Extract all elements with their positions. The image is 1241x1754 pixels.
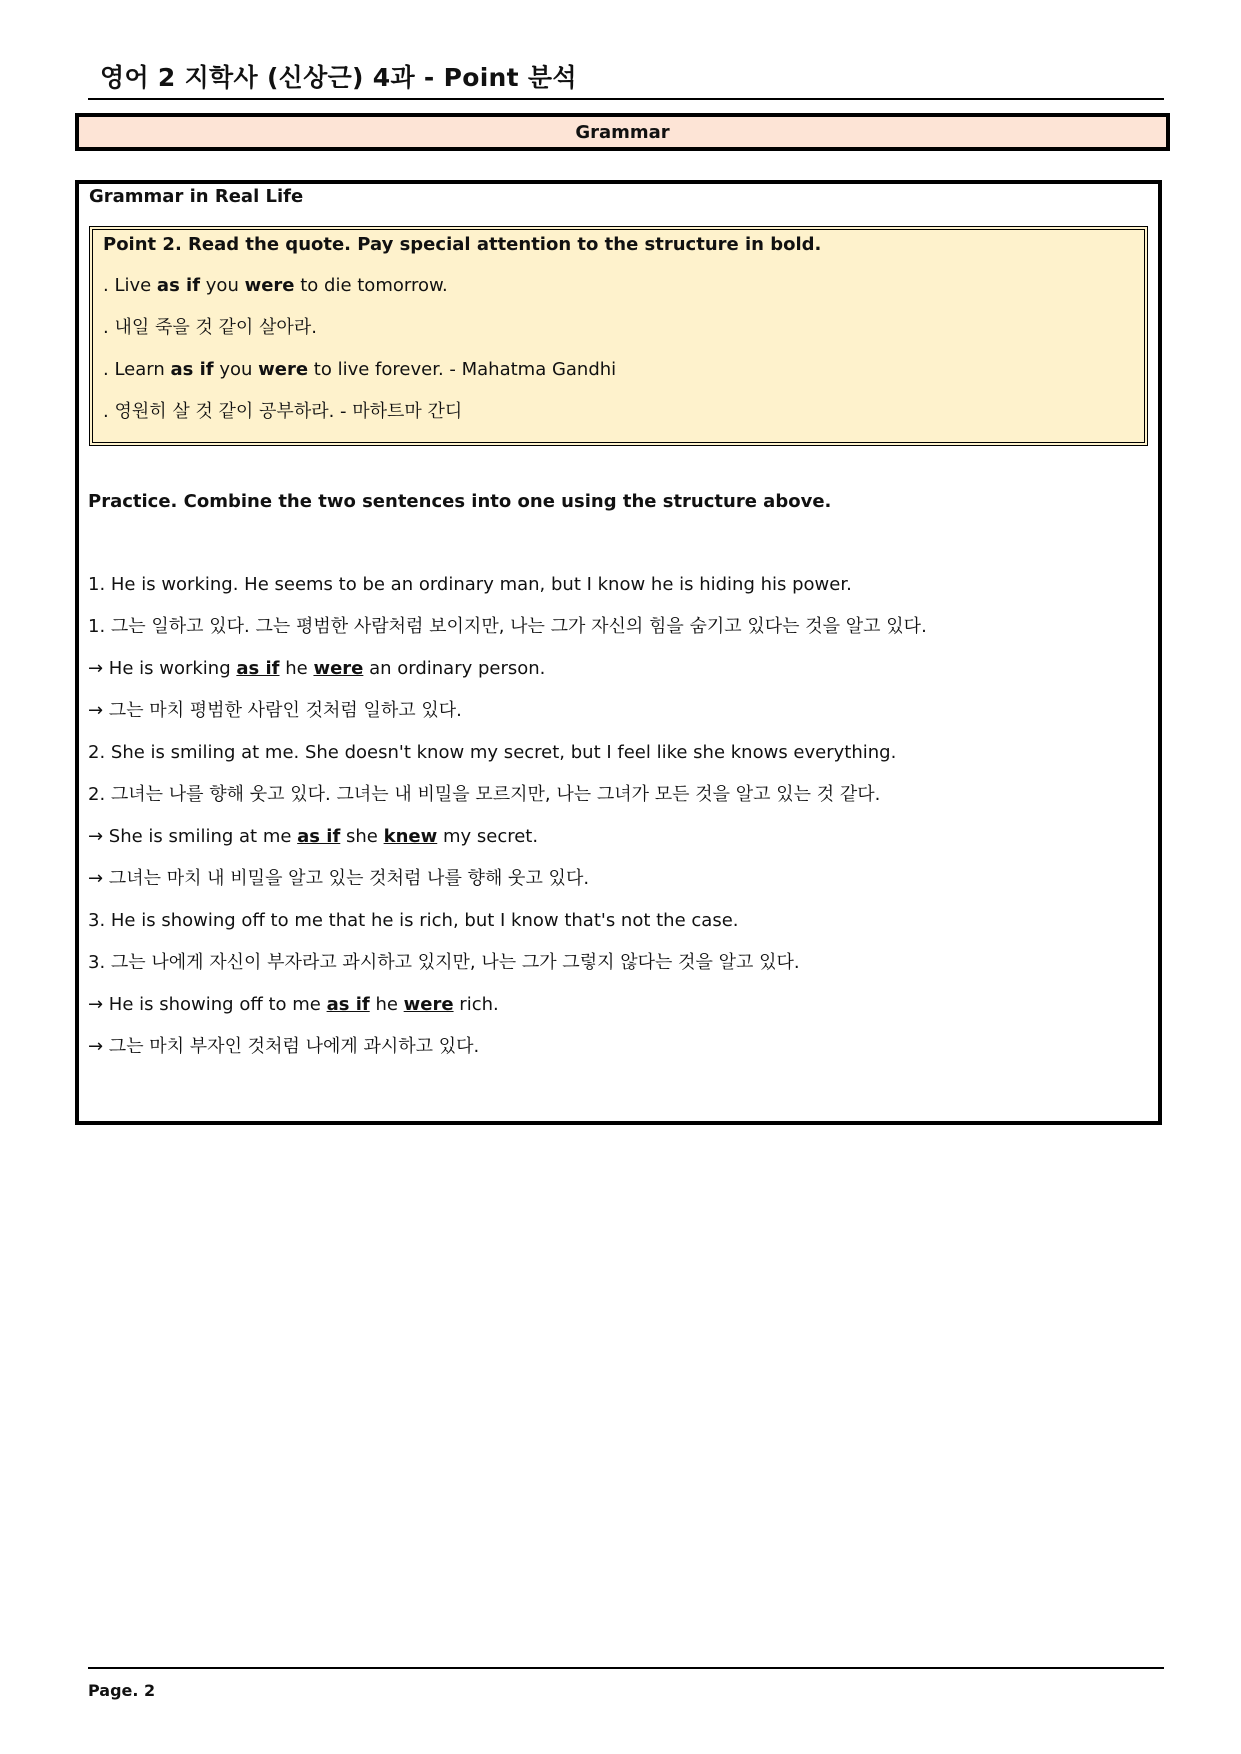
practice-sentence-2: 2. She is smiling at me. She doesn't know my secret, but I feel like she knows everything. (88, 742, 897, 763)
practice-heading: Practice. Combine the two sentences into one using the structure above. (88, 491, 832, 512)
section-label: Grammar (575, 121, 670, 143)
practice-answer-translation-2: → 그녀는 마치 내 비밀을 알고 있는 것처럼 나를 향해 웃고 있다. (88, 868, 590, 889)
answer-keyword: as if (326, 994, 370, 1015)
answer-text: → He is showing off to me (88, 994, 327, 1015)
answer-keyword: as if (236, 658, 280, 679)
answer-text: → He is working (88, 658, 237, 679)
answer-text: he (369, 994, 404, 1015)
answer-keyword: knew (383, 826, 438, 847)
quote-bold: as if (156, 275, 201, 296)
practice-answer-3 (88, 996, 499, 1014)
page-number: Page. 2 (88, 1681, 156, 1700)
quote-translation-2: . 영원히 살 것 같이 공부하라. - 마하트마 간디 (103, 401, 463, 422)
answer-text: she (340, 826, 384, 847)
quote-bold: as if (170, 359, 214, 380)
point-heading: Point 2. Read the quote. Pay special attention to the structure in bold. (103, 234, 822, 255)
practice-translation-3: 3. 그는 나에게 자신이 부자라고 과시하고 있지만, 나는 그가 그렇지 않다는 것을 알고 있다. (88, 952, 800, 973)
answer-text: rich. (453, 994, 499, 1015)
answer-keyword: were (313, 658, 364, 679)
quote-text: to live forever. - Mahatma Gandhi (308, 359, 617, 380)
quote-text: you (213, 359, 259, 380)
quote-line-2 (103, 361, 616, 379)
answer-text: → She is smiling at me (88, 826, 298, 847)
quote-bold: were (244, 275, 295, 296)
answer-text: an ordinary person. (363, 658, 546, 679)
practice-answer-2 (88, 828, 538, 846)
practice-sentence-3: 3. He is showing off to me that he is rich, but I know that's not the case. (88, 910, 739, 931)
answer-keyword: as if (297, 826, 341, 847)
answer-text: he (279, 658, 314, 679)
quote-line-1 (103, 277, 448, 295)
quote-text: you (200, 275, 245, 296)
practice-answer-1 (88, 660, 545, 678)
answer-keyword: were (403, 994, 454, 1015)
footer-divider (88, 1667, 1164, 1669)
quote-text: to die tomorrow. (294, 275, 448, 296)
quote-text: . Learn (103, 359, 171, 380)
box-heading: Grammar in Real Life (89, 186, 304, 207)
quote-bold: were (258, 359, 309, 380)
quote-text: . Live (103, 275, 157, 296)
quote-translation-1: . 내일 죽을 것 같이 살아라. (103, 317, 317, 338)
practice-answer-translation-3: → 그는 마치 부자인 것처럼 나에게 과시하고 있다. (88, 1036, 480, 1057)
page-title: 영어 2 지학사 (신상근) 4과 - Point 분석 (100, 63, 577, 92)
practice-translation-2: 2. 그녀는 나를 향해 웃고 있다. 그녀는 내 비밀을 모르지만, 나는 그녀가 모든 것을 알고 있는 것 같다. (88, 784, 881, 805)
practice-translation-1: 1. 그는 일하고 있다. 그는 평범한 사람처럼 보이지만, 나는 그가 자신의 힘을 숨기고 있다는 것을 알고 있다. (88, 616, 927, 637)
answer-text: my secret. (437, 826, 539, 847)
title-divider (88, 98, 1164, 100)
practice-answer-translation-1: → 그는 마치 평범한 사람인 것처럼 일하고 있다. (88, 700, 462, 721)
practice-sentence-1: 1. He is working. He seems to be an ordinary man, but I know he is hiding his power. (88, 574, 852, 595)
section-bar (75, 113, 1170, 151)
